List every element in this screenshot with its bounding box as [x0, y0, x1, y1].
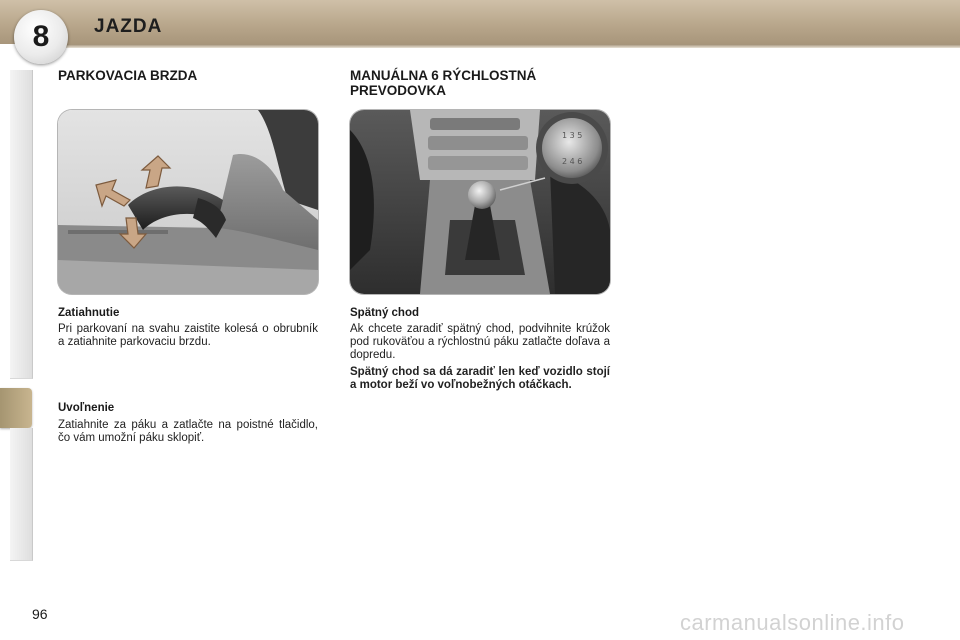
parking-brake-title: PARKOVACIA BRZDA	[58, 68, 198, 83]
chapter-tab[interactable]	[10, 70, 33, 115]
gearbox-title-line1: MANUÁLNA 6 RÝCHLOSTNÁ	[350, 68, 537, 83]
watermark-text: carmanualsonline.info	[680, 610, 905, 635]
gear-lever-photo	[350, 110, 610, 294]
svg-text:2 4 6: 2 4 6	[562, 157, 583, 166]
chapter-tab[interactable]	[10, 428, 33, 473]
chapter-number-badge: 8	[14, 10, 68, 64]
header-divider	[60, 44, 960, 48]
chapter-tab-active[interactable]	[0, 388, 32, 428]
reverse-warning: Spätný chod sa dá zaradiť len keď vozidlo stojí a motor beží vo voľnobežných otáčkach.	[350, 366, 610, 391]
chapter-tab[interactable]	[10, 246, 33, 291]
svg-text:1 3 5: 1 3 5	[562, 131, 583, 140]
gearbox-title-line2: PREVODOVKA	[350, 83, 447, 98]
release-paragraph: Zatiahnite za páku a zatlačte na poistné tlačidlo, čo vám umožní páku sklopiť.	[58, 419, 318, 444]
page-number: 96	[32, 606, 48, 622]
chapter-tab[interactable]	[10, 472, 33, 517]
chapter-tab[interactable]	[10, 158, 33, 203]
chapter-tab[interactable]	[10, 290, 33, 335]
chapter-title: JAZDA	[94, 16, 163, 37]
chapter-tabs	[0, 70, 34, 575]
chapter-tab[interactable]	[10, 202, 33, 247]
engage-subtitle: Zatiahnutie	[58, 307, 120, 319]
chapter-tab[interactable]	[10, 516, 33, 561]
reverse-subtitle: Spätný chod	[350, 307, 420, 319]
reverse-paragraph: Ak chcete zaradiť spätný chod, podvihnite krúžok pod rukoväťou a rýchlostnú páku zatlačte doľava a dopredu.	[350, 323, 610, 361]
chapter-tab[interactable]	[10, 114, 33, 159]
chapter-tab[interactable]	[10, 334, 33, 379]
release-subtitle: Uvoľnenie	[58, 402, 115, 414]
parking-brake-photo	[58, 110, 318, 294]
engage-paragraph: Pri parkovaní na svahu zaistite kolesá o obrubník a zatiahnite parkovaciu brzdu.	[58, 323, 318, 348]
gearbox-title	[350, 68, 536, 98]
